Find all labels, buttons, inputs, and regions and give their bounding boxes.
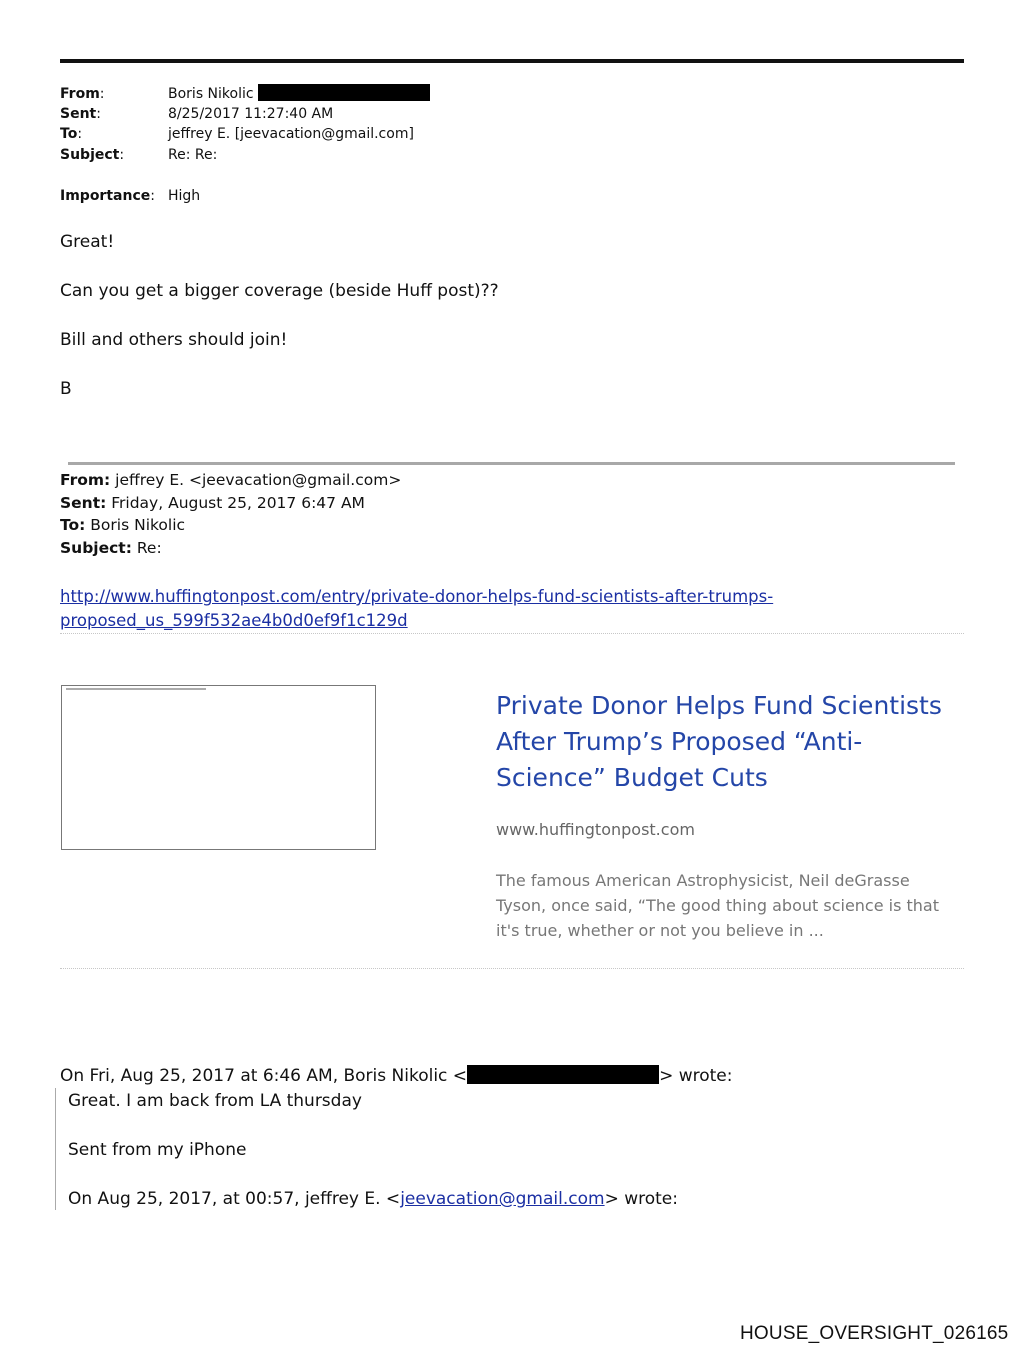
to-label: To: (60, 126, 83, 142)
sent-value: 8/25/2017 11:27:40 AM (168, 106, 334, 122)
bates-number: HOUSE_OVERSIGHT_026165 (740, 1323, 1009, 1344)
quoted-line-3: On Aug 25, 2017, at 00:57, jeffrey E. <jeevacation@gmail.com> wrote: (68, 1189, 678, 1209)
body-line-3: Bill and others should join! (60, 330, 288, 350)
from-value (168, 84, 430, 104)
subject-value: Re: Re: (168, 147, 218, 163)
article-link-line-1[interactable]: http://www.huffingtonpost.com/entry/private-donor-helps-fund-scientists-after-trumps- (60, 587, 774, 606)
quoted-line-1: Great. I am back from LA thursday (68, 1091, 362, 1111)
sent-label: Sent: (60, 106, 101, 122)
fwd-subject: Subject: Re: (60, 539, 162, 557)
redaction-bar (467, 1065, 659, 1084)
subject-label: Subject: (60, 147, 125, 163)
body-line-2: Can you get a bigger coverage (beside Huff post)?? (60, 281, 499, 301)
quote-bar (55, 1088, 56, 1210)
fwd-sent: Sent: Friday, August 25, 2017 6:47 AM (60, 494, 365, 512)
body-signature: B (60, 379, 72, 399)
from-label: From: (60, 86, 105, 102)
importance-value: High (168, 188, 201, 204)
article-link[interactable] (60, 585, 773, 633)
preview-description: The famous American Astrophysicist, Neil deGrasse Tyson, once said, “The good thing about science is that it's true, whether or not you believe in ... (496, 871, 940, 940)
preview-bottom-border (60, 968, 964, 969)
sender-name: Boris Nikolic (168, 86, 254, 102)
top-rule (60, 59, 964, 63)
thumbnail-placeholder-text (66, 688, 206, 690)
preview-thumbnail[interactable] (61, 685, 376, 850)
fwd-from: From: jeffrey E. <jeevacation@gmail.com> (60, 471, 402, 489)
article-link-line-2[interactable]: proposed_us_599f532ae4b0d0ef9f1c129d (60, 611, 408, 630)
preview-top-border (60, 633, 964, 634)
quoted-intro: On Fri, Aug 25, 2017 at 6:46 AM, Boris Nikolic < > wrote: (60, 1066, 733, 1086)
email-link[interactable]: jeevacation@gmail.com (400, 1189, 605, 1209)
preview-site: www.huffingtonpost.com (496, 820, 695, 839)
importance-label: Importance: (60, 188, 155, 204)
fwd-to: To: Boris Nikolic (60, 516, 186, 534)
message-separator (68, 462, 955, 465)
to-value: jeffrey E. [jeevacation@gmail.com] (168, 126, 414, 142)
preview-title[interactable]: Private Donor Helps Fund Scientists After Trump’s Proposed “Anti-Science” Budget Cuts (496, 691, 942, 792)
body-line-1: Great! (60, 232, 115, 252)
redaction-bar (258, 84, 430, 101)
quoted-line-2: Sent from my iPhone (68, 1140, 247, 1160)
